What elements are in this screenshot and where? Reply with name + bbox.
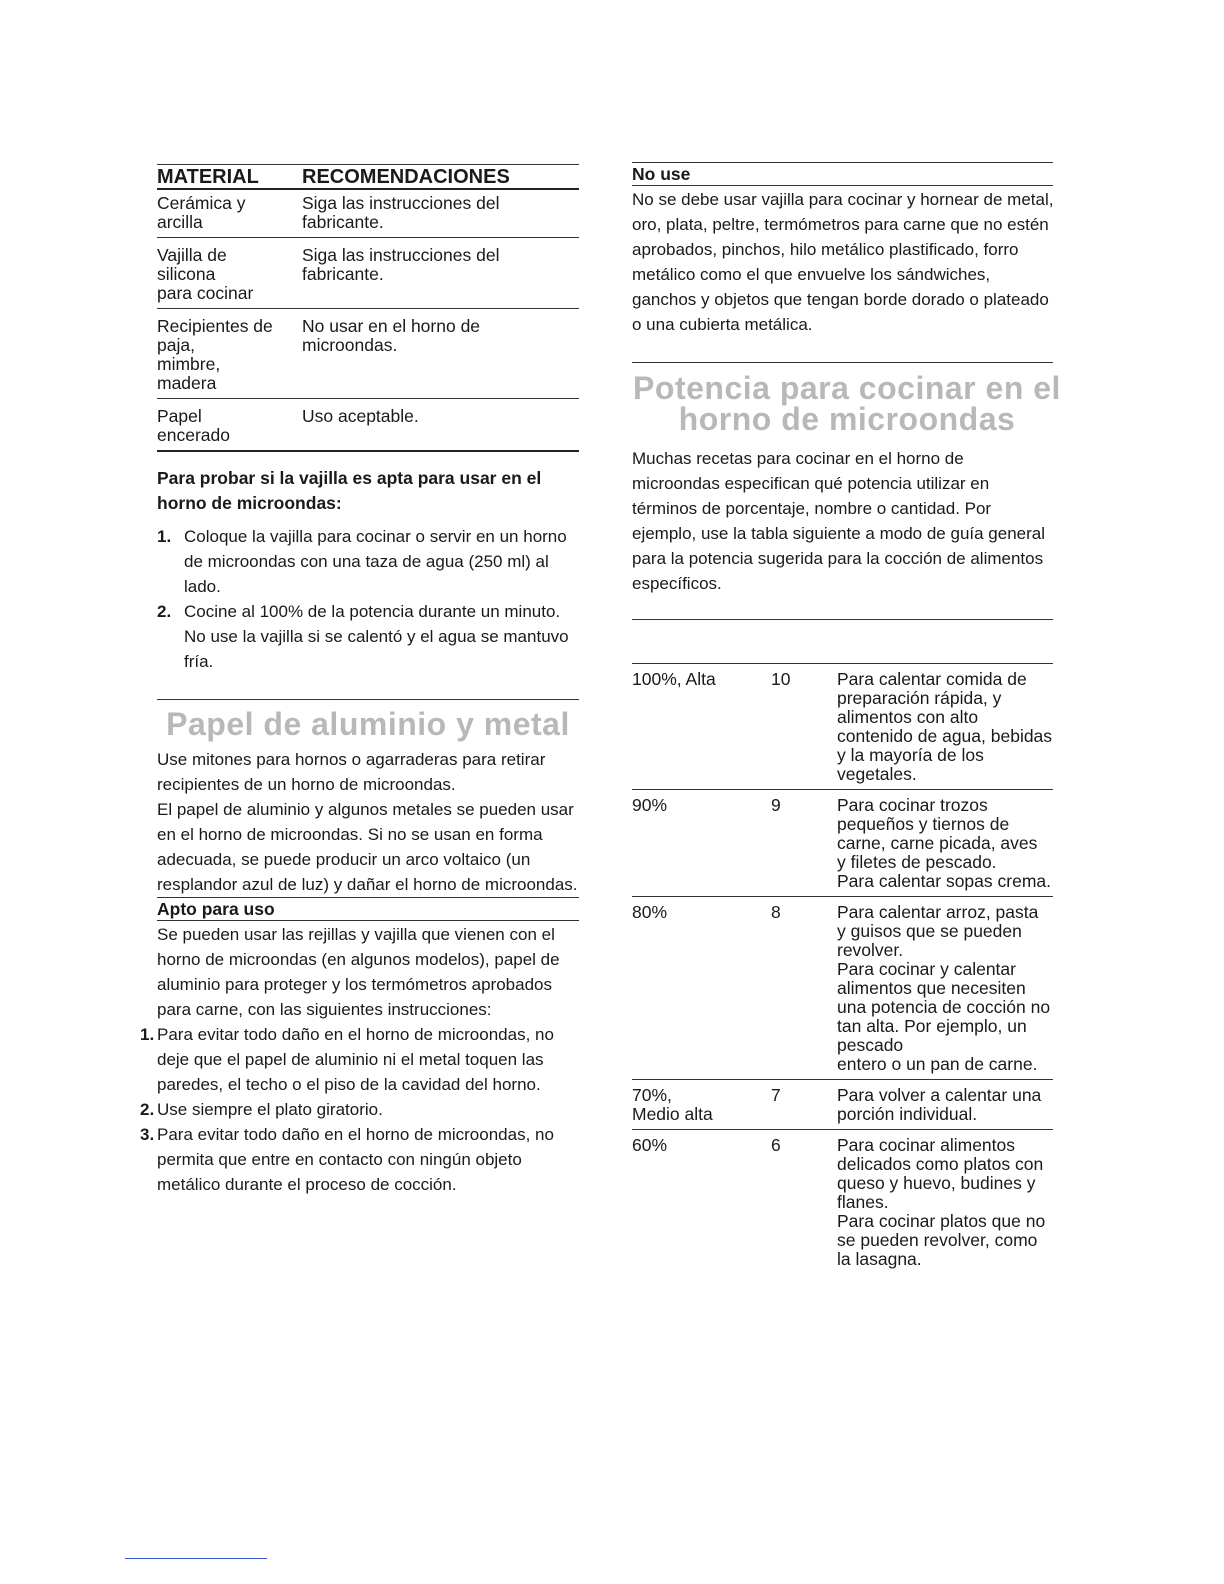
power-use: Para calentar comida de preparación rápida, y alimentos con alto contenido de agua, bebidas y la mayoría de los vegetales.: [837, 669, 1053, 784]
list-item: [140, 1122, 580, 1197]
recommendation-cell: Siga las instrucciones del fabricante.: [302, 245, 500, 284]
step-number: 3.: [140, 1125, 155, 1144]
power-number: 9: [771, 795, 781, 815]
power-level: 100%, Alta: [632, 669, 716, 689]
step-text: Para evitar todo daño en el horno de microondas, no permita que entre en contacto con ningún objeto metálico durante el proceso de cocción.: [157, 1125, 554, 1194]
power-number: 7: [771, 1085, 781, 1105]
step-number: 1.: [157, 527, 172, 546]
step-text: Cocine al 100% de la potencia durante un minuto. No use la vajilla si se calentó y el agua se mantuvo fría.: [184, 602, 569, 671]
list-item: [140, 1022, 580, 1097]
power-level: 90%: [632, 795, 668, 815]
foil-steps-list: [140, 1022, 580, 1197]
table-row: [632, 790, 1053, 897]
list-item: [157, 524, 579, 599]
step-text: Para evitar todo daño en el horno de microondas, no deje que el papel de aluminio ni el metal toquen las paredes, el techo o el piso de la cavidad del horno.: [157, 1025, 554, 1094]
table-row: [157, 309, 579, 399]
power-number: 10: [771, 669, 791, 689]
step-number: 1.: [140, 1025, 155, 1044]
material-cell: Vajilla de silicona para cocinar: [157, 245, 254, 303]
material-cell: Cerámica y arcilla: [157, 193, 246, 232]
power-table: [632, 664, 1053, 1274]
materials-table: [157, 164, 579, 452]
step-text: Coloque la vajilla para cocinar o servir en un horno de microondas con una taza de agua (250 ml) al lado.: [184, 527, 567, 596]
divider: [632, 619, 1053, 620]
no-use-text: No se debe usar vajilla para cocinar y hornear de metal, oro, plata, peltre, termómetros para carne que no estén aprobados, pinchos, hilo metálico plastificado, forro metálico como el que envuelve los sándwiches, ganchos y objetos que tengan borde dorado o plateado o una cubierta metálica.: [632, 190, 1054, 334]
table-row: [157, 190, 579, 238]
foil-para-2: El papel de aluminio y algunos metales se pueden usar en el horno de microondas. Si no se usan en forma adecuada, se puede producir un arco voltaico (un resplandor azul de luz) y dañar el horno de microondas.: [157, 800, 578, 894]
divider: [157, 699, 579, 700]
test-steps-list: [157, 524, 579, 674]
recommendation-cell: No usar en el horno de microondas.: [302, 316, 481, 355]
table-row: [632, 897, 1053, 1080]
power-number: 6: [771, 1135, 781, 1155]
table-row: [157, 399, 579, 452]
no-use-heading: No use: [632, 162, 1053, 186]
materials-table-header: [157, 164, 579, 190]
power-level: 70%, Medio alta: [632, 1085, 713, 1124]
power-number: 8: [771, 902, 781, 922]
recommendation-cell: Siga las instrucciones del fabricante.: [302, 193, 500, 232]
table-row: [632, 664, 1053, 790]
right-column: [632, 162, 1061, 1274]
power-use: Para cocinar alimentos delicados como platos con queso y huevo, budines y flanes. Para cocinar platos que no se pueden revolver, como la lasagna.: [837, 1135, 1046, 1269]
foil-para-1: Use mitones para hornos o agarraderas para retirar recipientes de un horno de microondas.: [157, 750, 546, 794]
list-item: [157, 599, 579, 674]
table-row: [632, 1130, 1053, 1274]
step-number: 2.: [157, 602, 172, 621]
divider: [632, 362, 1053, 363]
power-use: Para volver a calentar una porción individual.: [837, 1085, 1042, 1124]
step-text: Use siempre el plato giratorio.: [157, 1100, 383, 1119]
step-number: 2.: [140, 1100, 155, 1119]
power-use: Para cocinar trozos pequeños y tiernos de carne, carne picada, aves y filetes de pescado. Para calentar sopas crema.: [837, 795, 1051, 891]
table-row: [157, 238, 579, 309]
header-recommendations: RECOMENDACIONES: [302, 166, 510, 188]
power-level: 60%: [632, 1135, 668, 1155]
power-use: Para calentar arroz, pasta y guisos que se pueden revolver. Para cocinar y calentar alimentos que necesiten una potencia de cocción no tan alta. Por ejemplo, un pescado entero o un pan de carne.: [837, 902, 1051, 1074]
power-section-title: Potencia para cocinar en el horno de microondas: [633, 370, 1061, 437]
recommendation-cell: Uso aceptable.: [302, 406, 419, 426]
apto-heading: Apto para uso: [157, 897, 579, 921]
list-item: [140, 1097, 580, 1122]
footer-rule: [125, 1558, 267, 1559]
material-cell: Papel encerado: [157, 406, 230, 445]
foil-section-title: Papel de aluminio y metal: [166, 706, 570, 742]
apto-text: Se pueden usar las rejillas y vajilla que vienen con el horno de microondas (en algunos modelos), papel de aluminio para proteger y los termómetros aprobados para carne, con las siguientes instrucciones:: [157, 925, 560, 1019]
power-intro: Muchas recetas para cocinar en el horno de microondas especifican qué potencia utilizar en términos de porcentaje, nombre o cantidad. Por ejemplo, use la tabla siguiente a modo de guía general para la potencia sugerida para la cocción de alimentos específicos.: [632, 449, 1046, 593]
header-material: MATERIAL: [157, 166, 259, 188]
power-level: 80%: [632, 902, 668, 922]
material-cell: Recipientes de paja, mimbre, madera: [157, 316, 273, 393]
test-intro: Para probar si la vajilla es apta para usar en el horno de microondas:: [157, 468, 542, 513]
left-column: [140, 164, 597, 1197]
table-row: [632, 1080, 1053, 1130]
